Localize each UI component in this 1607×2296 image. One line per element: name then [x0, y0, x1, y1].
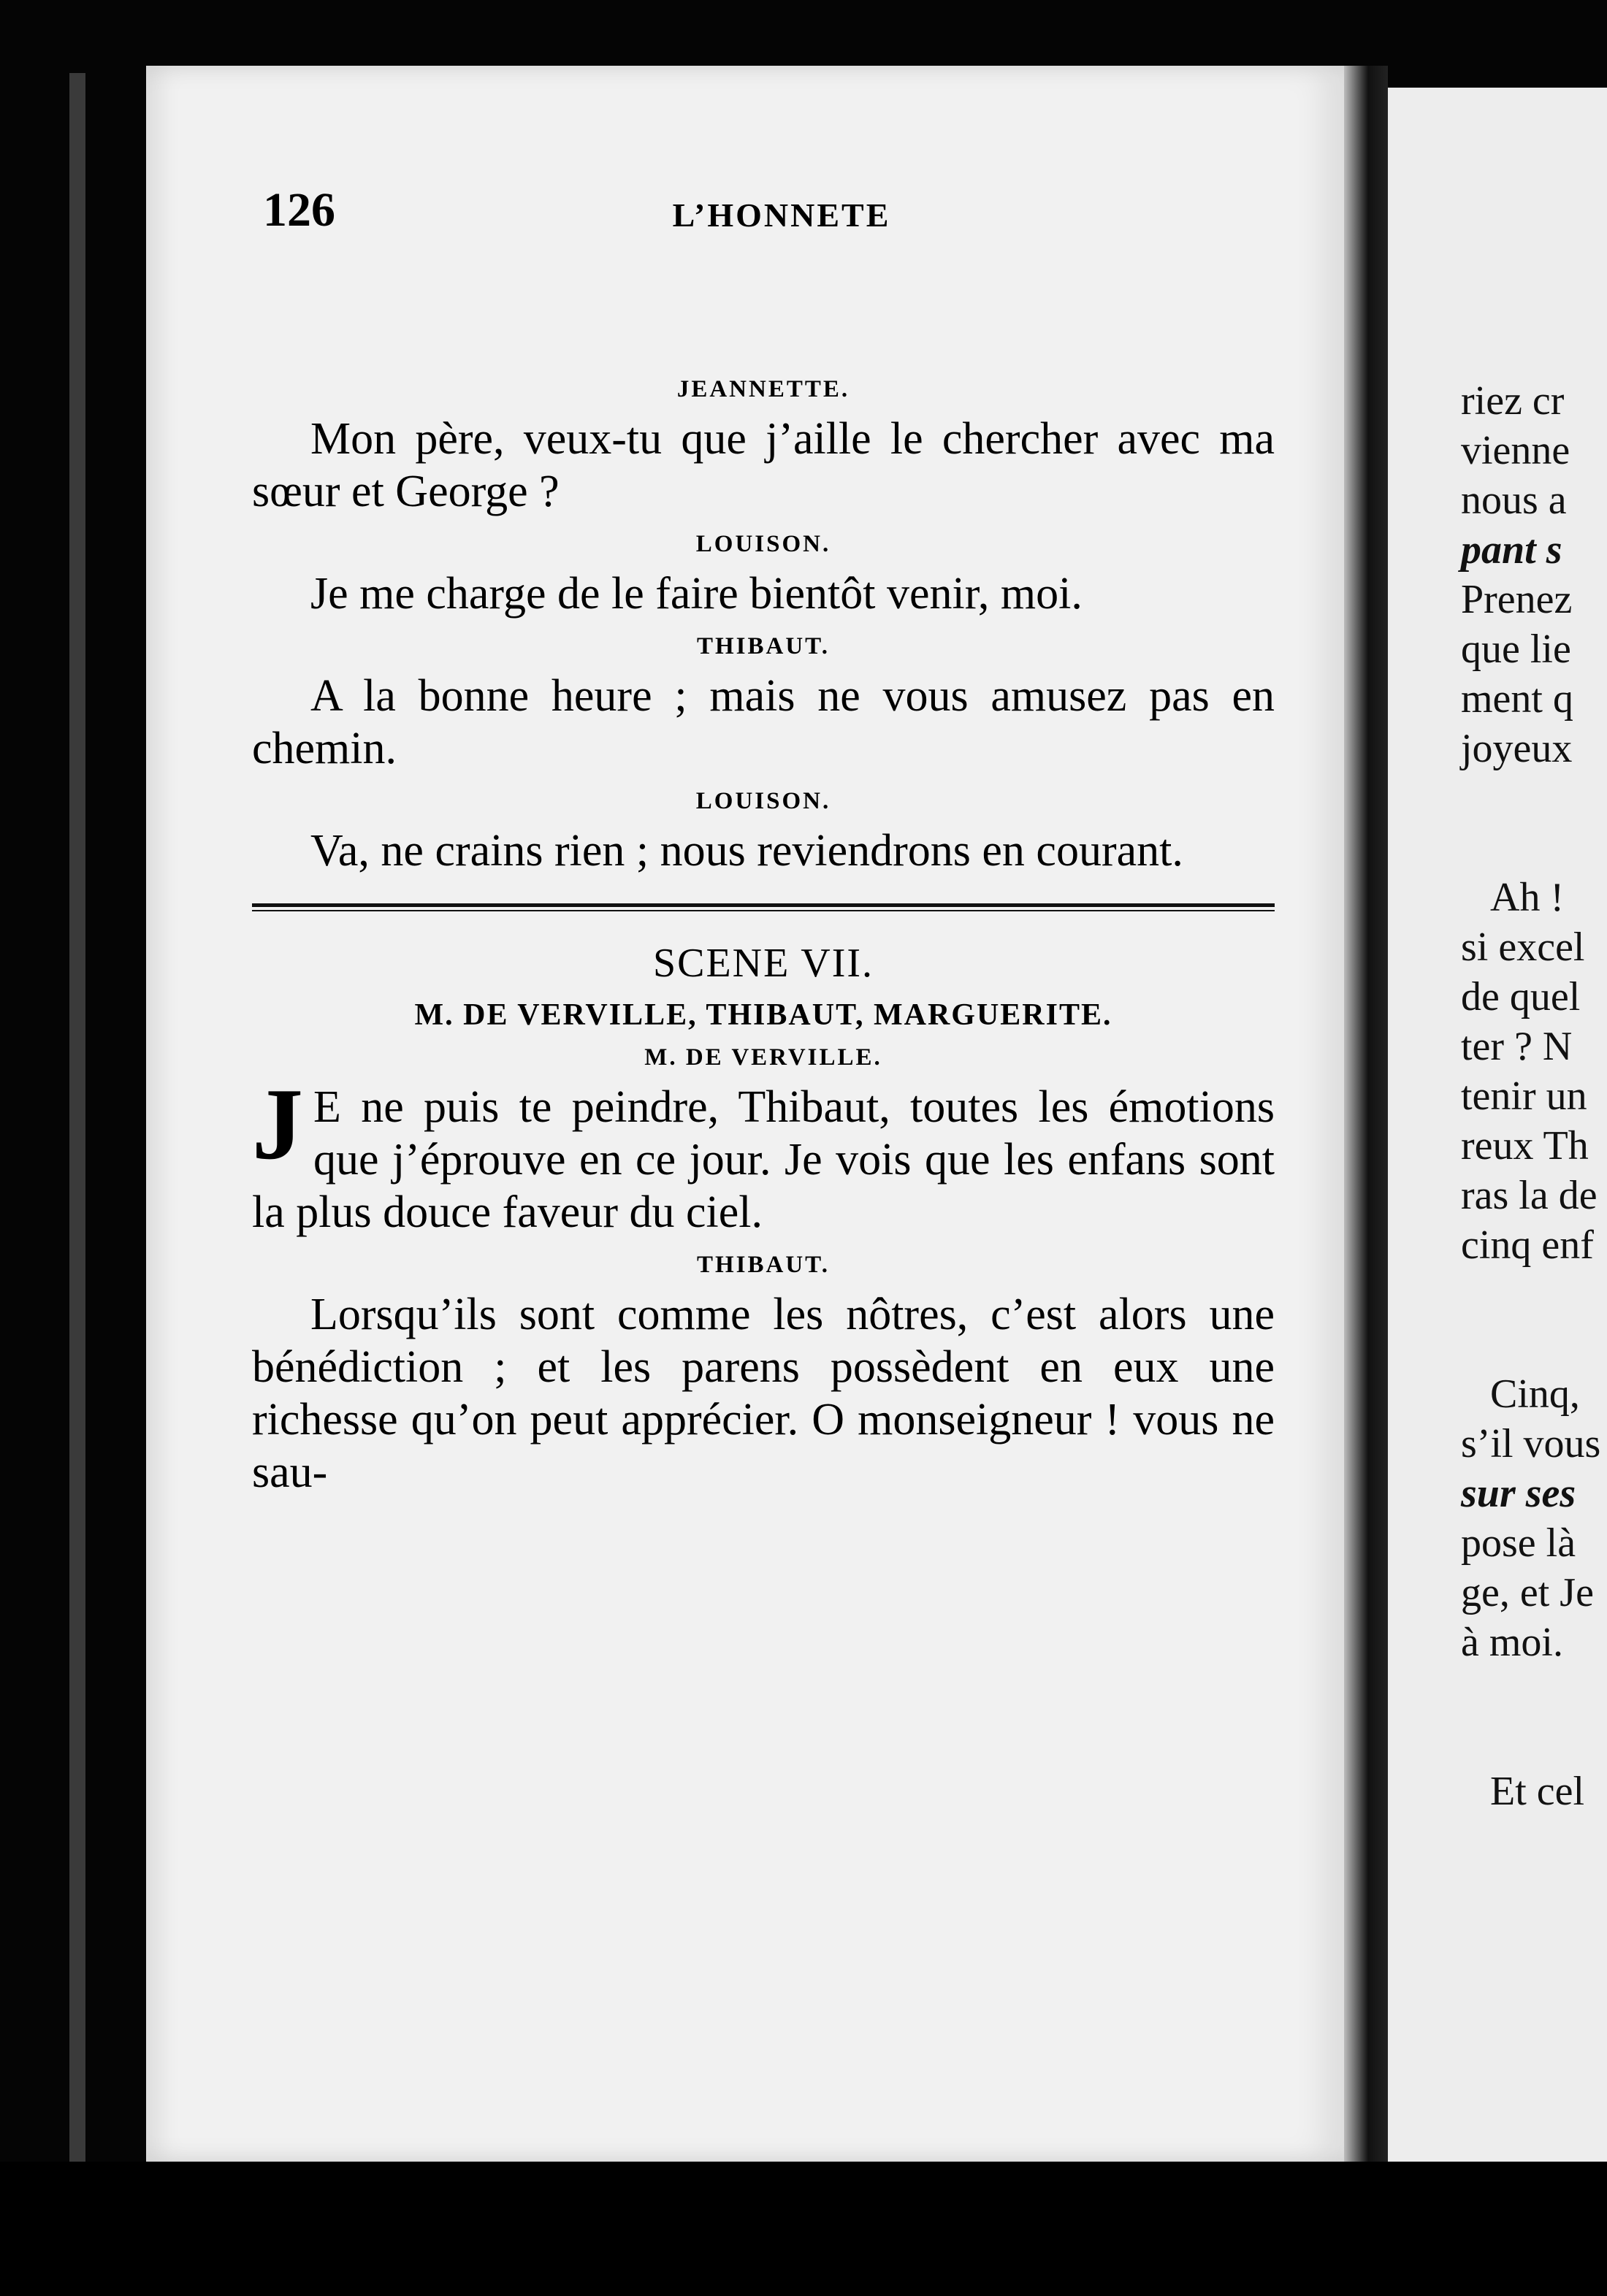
facing-line: ment q — [1461, 676, 1573, 722]
facing-line: de quel — [1461, 974, 1581, 1019]
running-head-title: L’HONNETE — [672, 196, 891, 234]
scan-bottom-border — [0, 2162, 1607, 2296]
facing-line: pant s — [1461, 527, 1562, 573]
facing-line: vienne — [1461, 428, 1570, 473]
section-rule-thin — [252, 910, 1275, 911]
speech-with-dropcap — [252, 1068, 1275, 1239]
speaker-name: LOUISON. — [695, 788, 831, 814]
facing-line — [1461, 1667, 1607, 1717]
facing-line: s’il vous — [1461, 1421, 1601, 1466]
facing-line: reux Th — [1461, 1123, 1589, 1168]
running-head — [263, 183, 1300, 248]
speaker-name: THIBAUT. — [696, 633, 830, 659]
facing-line: ras la de — [1461, 1173, 1598, 1218]
facing-line: Ah ! — [1490, 875, 1565, 920]
speech: A la bonne heure ; mais ne vous amusez pas en chemin. — [252, 671, 1275, 773]
speaker-name: M. DE VERVILLE. — [644, 1044, 882, 1071]
facing-line: cinq enf — [1461, 1222, 1594, 1268]
book-spine-shadow — [69, 73, 85, 2162]
book-gutter — [1344, 66, 1388, 2162]
facing-line: Cinq, — [1490, 1371, 1580, 1417]
facing-line: que lie — [1461, 627, 1571, 672]
facing-line: tenir un — [1461, 1074, 1587, 1119]
drop-cap-letter: J — [252, 1068, 303, 1181]
scene-title: SCENE VII. — [652, 941, 874, 986]
speaker-name: JEANNETTE. — [676, 376, 850, 402]
speech: E ne puis te peindre, Thibaut, toutes les émotions que j’éprouve en ce jour. Je vois que les enfans sont la plus douce faveur du ciel. — [252, 1082, 1275, 1237]
cast-list: M. DE VERVILLE, THIBAUT, MARGUERITE. — [414, 998, 1112, 1032]
speech: Mon père, veux-tu que j’aille le chercher avec ma sœur et George ? — [252, 414, 1275, 516]
facing-line: si excel — [1461, 925, 1585, 970]
facing-line: joyeux — [1461, 726, 1573, 771]
facing-line — [1461, 823, 1607, 873]
speaker-name: THIBAUT. — [696, 1252, 830, 1278]
facing-line: Et cel — [1490, 1769, 1585, 1814]
speech: Lorsqu’ils sont comme les nôtres, c’est alors une bénédiction ; et les parens possèdent en eux une richesse qu’on peut apprécier. O monseigneur ! vous ne sau- — [252, 1290, 1275, 1497]
facing-line: Prenez — [1461, 577, 1573, 622]
facing-line — [1461, 773, 1607, 823]
facing-line: ter ? N — [1461, 1024, 1573, 1069]
speaker-name: LOUISON. — [695, 531, 831, 557]
facing-line: ge, et Je — [1461, 1570, 1594, 1615]
facing-page-text — [1461, 376, 1607, 1816]
facing-line: nous a — [1461, 478, 1567, 523]
facing-line: à moi. — [1461, 1620, 1563, 1665]
facing-line — [1461, 1717, 1607, 1767]
page-number: 126 — [263, 183, 335, 237]
speech: Va, ne crains rien ; nous reviendrons en courant. — [310, 826, 1183, 876]
page-text — [252, 369, 1275, 1510]
speech: Je me charge de le faire bientôt venir, moi. — [310, 569, 1083, 619]
facing-line: pose là — [1461, 1520, 1576, 1566]
facing-line — [1461, 1320, 1607, 1369]
facing-line — [1461, 1270, 1607, 1320]
facing-line: riez cr — [1461, 378, 1565, 424]
section-rule-thick — [252, 903, 1275, 907]
facing-line: sur ses — [1461, 1471, 1576, 1516]
